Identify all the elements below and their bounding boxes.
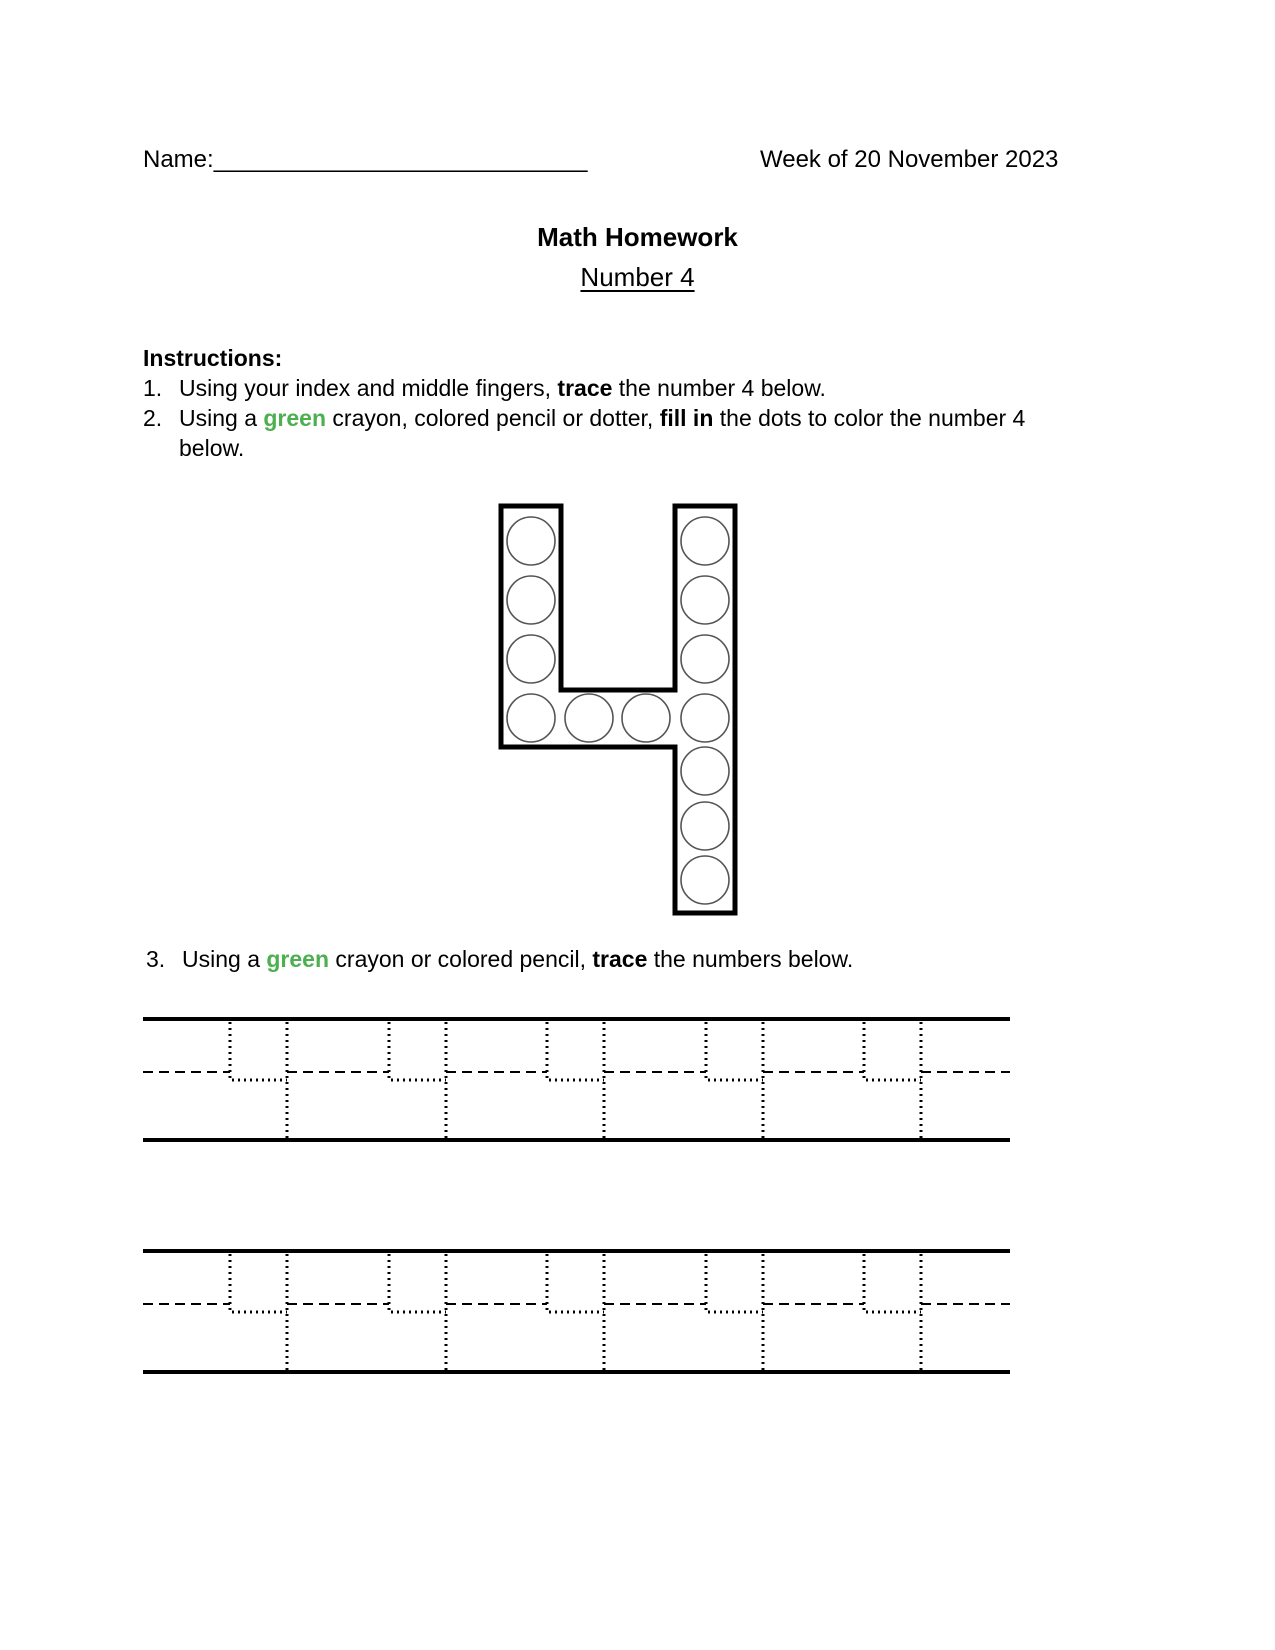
page-title: Math Homework: [537, 222, 738, 252]
dotted-digit-four[interactable]: [230, 1022, 287, 1139]
week-date: Week of 20 November 2023: [760, 146, 1059, 173]
name-label: Name:: [143, 146, 214, 173]
dotted-digit-four[interactable]: [547, 1022, 604, 1139]
tracing-row[interactable]: [143, 1251, 1010, 1372]
dotted-digit-four[interactable]: [864, 1254, 921, 1371]
instructions-heading: Instructions:: [143, 345, 283, 371]
dotted-digit-four[interactable]: [230, 1254, 287, 1371]
dotted-digit-four[interactable]: [706, 1254, 763, 1371]
dotted-digit-four[interactable]: [389, 1254, 446, 1371]
instruction-item-1: 1. Using your index and middle fingers, trace the number 4 below.: [143, 375, 826, 401]
tracing-rows[interactable]: [143, 1019, 1010, 1372]
subtitle-text: Number 4: [580, 262, 695, 292]
dotted-digit-four[interactable]: [389, 1022, 446, 1139]
instruction-item-3: 3. Using a green crayon or colored pencil, trace the numbers below.: [146, 946, 854, 972]
name-blank-line[interactable]: ____________________________: [213, 146, 588, 173]
instruction-item-2: 2. Using a green crayon, colored pencil or dotter, fill in the dots to color the number 4 below.: [143, 405, 1026, 461]
dotted-digit-four[interactable]: [706, 1022, 763, 1139]
dotted-digit-four[interactable]: [864, 1022, 921, 1139]
dotted-digit-four[interactable]: [547, 1254, 604, 1371]
tracing-row[interactable]: [143, 1019, 1010, 1140]
